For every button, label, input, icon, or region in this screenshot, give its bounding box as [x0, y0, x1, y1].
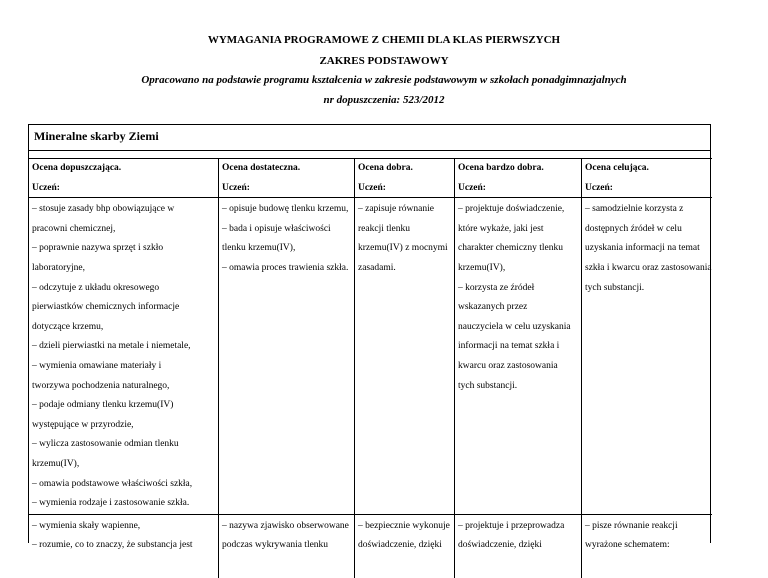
cell-line: – bezpiecznie wykonuje: [358, 520, 450, 531]
cell-line: pierwiastków chemicznych informacje: [32, 302, 180, 313]
cell-line: szkła i kwarcu oraz zastosowania: [585, 262, 712, 273]
requirement-cell: [585, 200, 712, 298]
cell-line: – samodzielnie korzysta z: [585, 204, 684, 215]
cell-line: – korzysta ze źródeł: [458, 282, 535, 293]
grade-name: Ocena dostateczna.: [222, 163, 301, 173]
cell-line: – podaje odmiany tlenku krzemu(IV): [32, 400, 174, 411]
grade-header: [32, 159, 215, 198]
document-scope: ZAKRES PODSTAWOWY: [319, 55, 449, 67]
grade-subheader: Uczeń:: [585, 182, 613, 193]
cell-line: krzemu(IV) z mocnymi: [358, 243, 448, 254]
cell-line: wyrażone schematem:: [585, 540, 670, 551]
cell-line: – bada i opisuje właściwości: [222, 223, 331, 234]
cell-line: – dzieli pierwiastki na metale i niemetale,: [32, 341, 191, 352]
grade-header: [358, 159, 452, 198]
cell-line: dotyczące krzemu,: [32, 321, 104, 332]
column-divider: [454, 158, 455, 578]
cell-line: kwarcu oraz zastosowania: [458, 360, 558, 371]
grade-header: [585, 159, 712, 198]
column-divider: [581, 158, 582, 578]
cell-line: – wylicza zastosowanie odmian tlenku: [32, 439, 179, 450]
cell-line: – poprawnie nazywa sprzęt i szkło: [32, 243, 164, 254]
cell-line: – wymienia omawiane materiały i: [32, 360, 162, 371]
grade-name: Ocena dopuszczająca.: [32, 163, 122, 173]
requirements-section: [28, 124, 712, 551]
cell-line: doświadczenie, dzięki: [358, 540, 442, 551]
document-basis: Opracowano na podstawie programu kształcenia w zakresie podstawowym w szkołach ponadgimnazjalnych: [141, 74, 627, 86]
cell-line: występujące w przyrodzie,: [32, 419, 134, 430]
document-title: WYMAGANIA PROGRAMOWE Z CHEMII DLA KLAS PIERWSZYCH: [207, 34, 561, 46]
cell-line: – opisuje budowę tlenku krzemu,: [222, 204, 349, 215]
cell-line: – stosuje zasady bhp obowiązujące w: [32, 204, 175, 215]
grade-header: [222, 159, 352, 198]
section-divider: [29, 150, 710, 151]
cell-line: informacji na temat szkła i: [458, 341, 560, 352]
requirement-cell: [358, 200, 452, 278]
section-title: Mineralne skarby Ziemi: [34, 129, 159, 143]
cell-line: – nazywa zjawisko obserwowane: [222, 520, 349, 531]
cell-line: charakter chemiczny tlenku: [458, 243, 563, 254]
cell-line: – projektuje doświadczenie,: [458, 204, 565, 215]
cell-line: – zapisuje równanie: [358, 204, 434, 215]
grade-name: Ocena dobra.: [358, 163, 413, 173]
cell-line: pracowni chemicznej,: [32, 223, 116, 234]
requirement-cell: [458, 517, 578, 556]
requirement-cell: [585, 517, 712, 556]
requirement-cell: [32, 517, 215, 556]
cell-line: – rozumie, co to znaczy, że substancja jest: [32, 540, 193, 551]
grade-header: [458, 159, 578, 198]
cell-line: – pisze równanie reakcji: [585, 520, 678, 531]
cell-line: – omawia podstawowe właściwości szkła,: [32, 478, 193, 489]
cell-line: – projektuje i przeprowadza: [458, 520, 565, 531]
column-divider: [354, 158, 355, 578]
cell-line: tych substancji.: [458, 380, 518, 391]
cell-line: dostępnych źródeł w celu: [585, 223, 682, 234]
grade-subheader: Uczeń:: [358, 182, 386, 193]
cell-line: podczas wykrywania tlenku: [222, 540, 329, 551]
cell-line: zasadami.: [358, 262, 396, 273]
row-divider: [29, 514, 712, 515]
cell-line: reakcji tlenku: [358, 223, 410, 234]
cell-line: tych substancji.: [585, 282, 645, 293]
cell-line: krzemu(IV),: [458, 262, 506, 273]
cell-line: – wymienia skały wapienne,: [32, 520, 141, 531]
cell-line: doświadczenie, dzięki: [458, 540, 542, 551]
column-divider: [218, 158, 219, 578]
cell-line: – wymienia rodzaje i zastosowanie szkła.: [32, 498, 190, 509]
cell-line: – omawia proces trawienia szkła.: [222, 262, 349, 273]
cell-line: laboratoryjne,: [32, 262, 86, 273]
cell-line: tworzywa pochodzenia naturalnego,: [32, 380, 170, 391]
grade-name: Ocena celująca.: [585, 163, 649, 173]
cell-line: uzyskania informacji na temat: [585, 243, 700, 254]
grade-subheader: Uczeń:: [458, 182, 486, 193]
cell-line: które wykaże, jaki jest: [458, 223, 544, 234]
cell-line: wskazanych przez: [458, 302, 528, 313]
grade-subheader: Uczeń:: [222, 182, 250, 193]
requirement-cell: [222, 517, 352, 556]
requirement-cell: [32, 200, 215, 514]
grade-name: Ocena bardzo dobra.: [458, 163, 544, 173]
grade-subheader: Uczeń:: [32, 182, 60, 193]
requirement-cell: [358, 517, 452, 556]
requirement-cell: [222, 200, 352, 278]
cell-line: nauczyciela w celu uzyskania: [458, 321, 571, 332]
document-approval-number: nr dopuszczenia: 523/2012: [323, 94, 445, 106]
cell-line: tlenku krzemu(IV),: [222, 243, 296, 254]
cell-line: krzemu(IV),: [32, 458, 80, 469]
requirement-cell: [458, 200, 578, 396]
cell-line: – odczytuje z układu okresowego: [32, 282, 160, 293]
